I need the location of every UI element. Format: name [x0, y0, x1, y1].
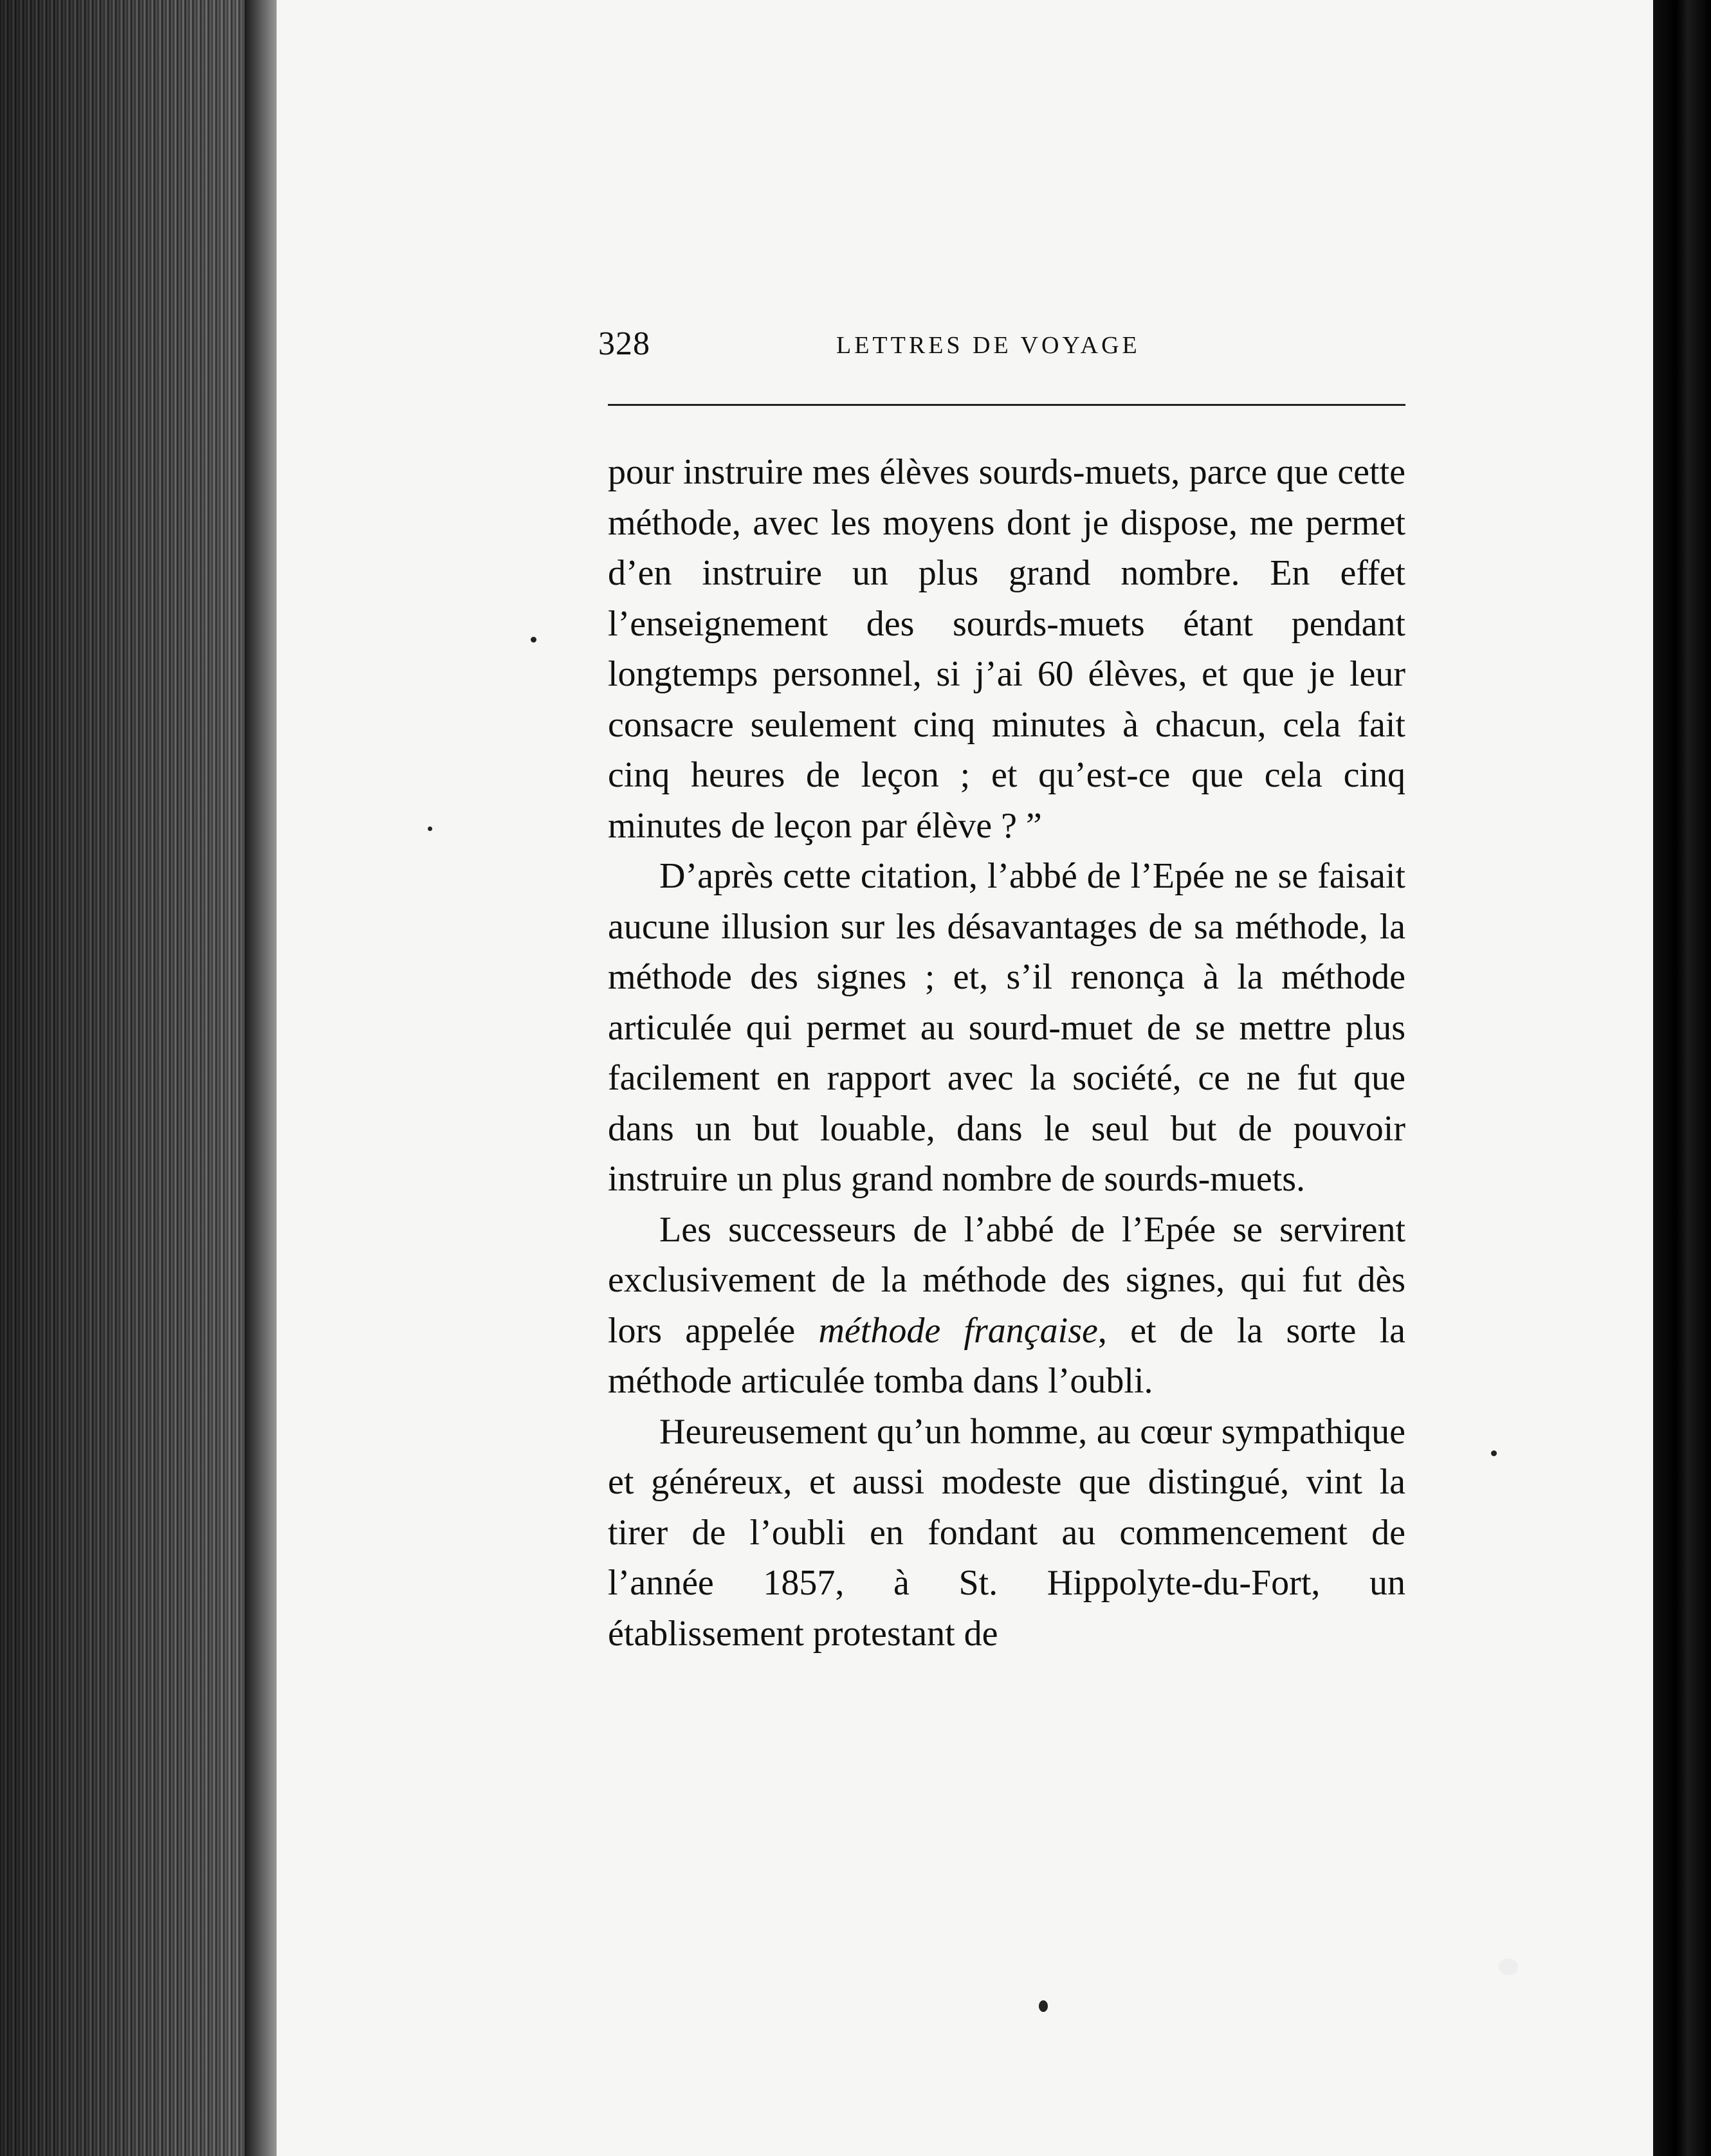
page-header	[598, 325, 1415, 383]
scan-speck	[531, 637, 536, 643]
scan-speck	[1491, 1450, 1497, 1456]
scan-speck	[428, 827, 432, 831]
paragraph-3-text-a: Les successeurs de l’abbé de l’Epée se servirent exclusivement de la méthode des signes, qui fut dès lors appelée	[608, 1209, 1405, 1351]
paragraph-3-text-b: , et de la sorte la méthode articulée tomba dans l’oubli.	[608, 1310, 1406, 1401]
paragraph-3	[608, 1205, 1405, 1407]
scan-speck	[1499, 1959, 1518, 1975]
adjacent-page-edge	[1653, 0, 1711, 2156]
paragraph-3-italic-term: méthode française	[818, 1310, 1098, 1351]
paragraph-2: D’après cette citation, l’abbé de l’Epée ne se faisait aucune illusion sur les désavantages de sa méthode, la méthode des signes ; et, s’il renonça à la méthode articulée qui permet au sourd-muet de se mettre plus facilement en rapport avec la société, ce ne fut que dans un but louable, dans le seul but de pouvoir instruire un plus grand nombre de sourds-muets.	[608, 856, 1405, 1199]
page-number: 328	[598, 325, 650, 362]
paragraph-4: Heureusement qu’un homme, au cœur sympathique et généreux, et aussi modeste que distingué, vint la tirer de l’oubli en fondant au commencement de l’année 1857, à St. Hippolyte-du-Fort, un établissement protestant de	[608, 1411, 1405, 1654]
header-rule	[608, 404, 1405, 406]
paragraph-1: pour instruire mes élèves sourds-muets, parce que cette méthode, avec les moyens dont je dispose, me permet d’en instruire un plus grand nombre. En effet l’enseignement des sourds-muets étant pendant longtemps personnel, si j’ai 60 élèves, et que je leur consacre seulement cinq minutes à chacun, cela fait cinq heures de leçon ; et qu’est-ce que cela cinq minutes de leçon par élève ? ”	[608, 452, 1405, 846]
scan-speck	[1039, 2000, 1048, 2012]
body-text	[608, 447, 1405, 1659]
running-title: LETTRES DE VOYAGE	[836, 332, 1140, 359]
